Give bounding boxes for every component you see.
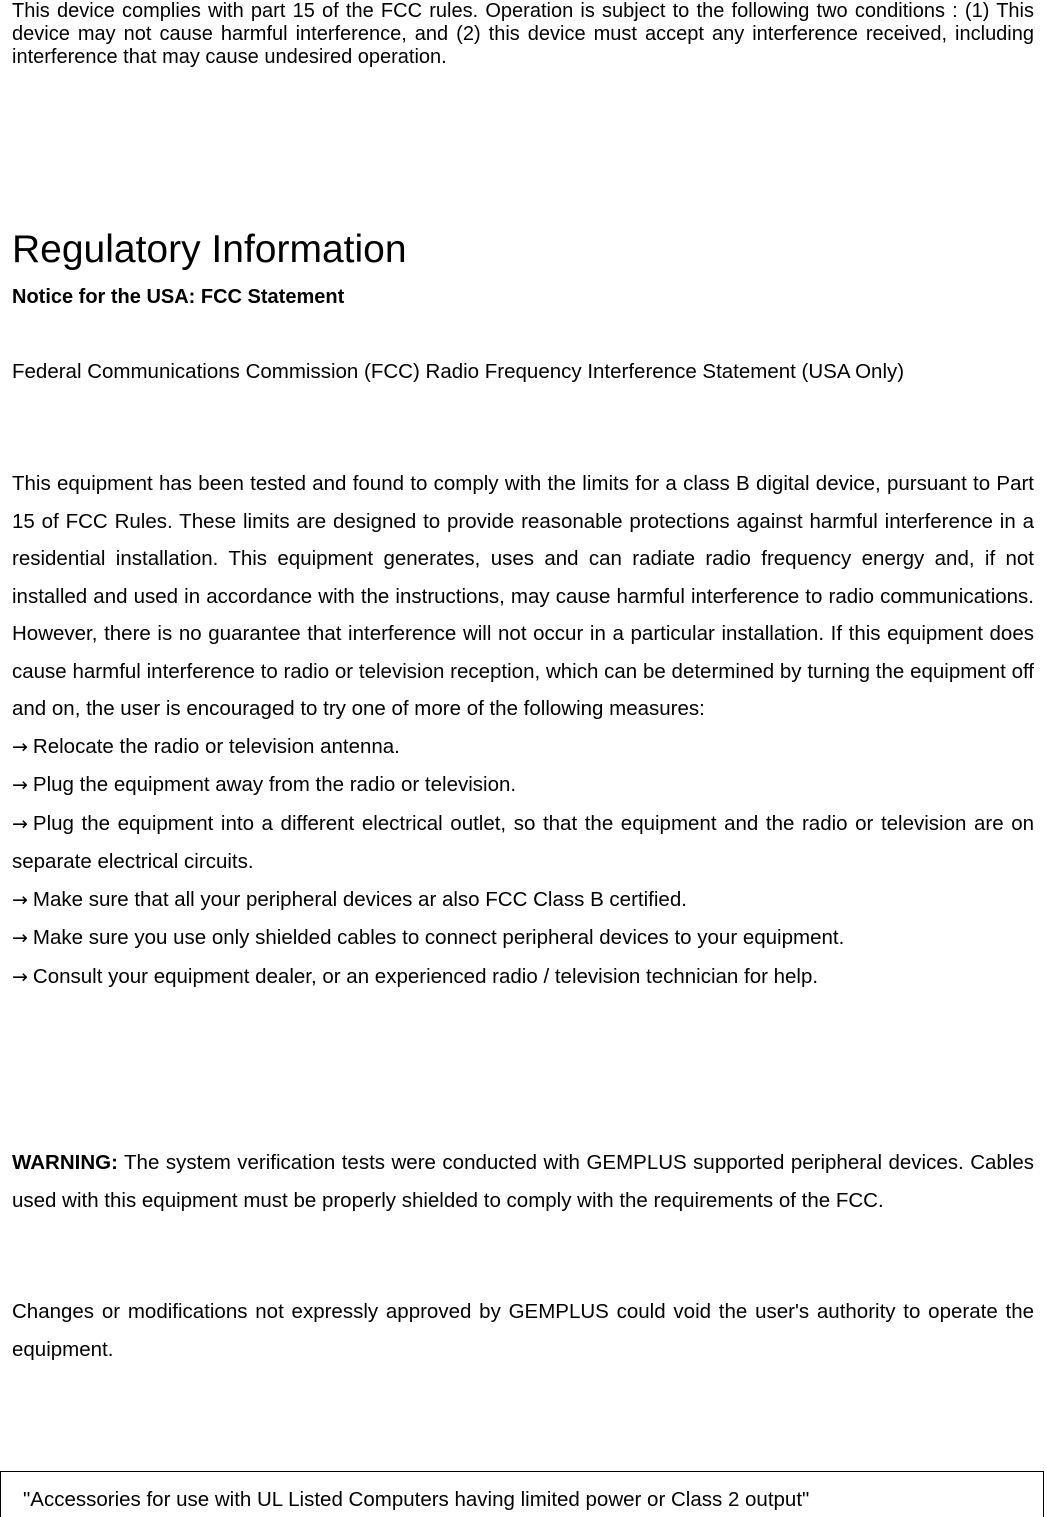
measure-text: Make sure that all your peripheral devices ar also FCC Class B certified. <box>32 887 687 911</box>
warning-text: The system verification tests were conducted with GEMPLUS supported peripheral devices. Cables used with this equipment must be properly shielded to comply with the requirements of the FCC. <box>12 1151 1035 1212</box>
warning-paragraph <box>12 1144 1034 1219</box>
measure-item <box>12 958 1034 997</box>
arrow-icon: → <box>12 888 28 911</box>
measure-item <box>12 805 1034 881</box>
arrow-icon: → <box>12 927 28 949</box>
measures-list <box>12 728 1034 997</box>
warning-label: WARNING: <box>12 1151 118 1174</box>
arrow-icon: → <box>12 774 28 796</box>
accessories-note-box <box>0 1471 1044 1517</box>
measure-text: Plug the equipment into a different electrical outlet, so that the equipment and the radio or television are on separate electrical circuits. <box>12 811 1034 873</box>
measure-item <box>12 766 1034 805</box>
section-subheading: Notice for the USA: FCC Statement <box>12 286 345 308</box>
arrow-icon: → <box>12 965 28 988</box>
measure-item <box>12 919 1034 958</box>
measure-text: Relocate the radio or television antenna. <box>32 734 400 758</box>
measure-item <box>12 728 1034 767</box>
fcc-statement-title: Federal Communications Commission (FCC) Radio Frequency Interference Statement (USA Only) <box>12 360 905 383</box>
measure-item <box>12 881 1034 920</box>
limits-section <box>12 465 1034 996</box>
changes-paragraph: Changes or modifications not expressly approved by GEMPLUS could void the user's authority to operate the equipment. <box>12 1300 1034 1361</box>
arrow-icon: → <box>12 812 28 835</box>
accessories-note: "Accessories for use with UL Listed Computers having limited power or Class 2 output" <box>23 1488 810 1511</box>
measure-text: Plug the equipment away from the radio or television. <box>32 773 517 796</box>
page-title: Regulatory Information <box>12 228 407 271</box>
compliance-intro: This device complies with part 15 of the FCC rules. Operation is subject to the following two conditions : (1) This device may not cause harmful interference, and (2) this device must accept any interference received, including interference that may cause undesired operation. <box>12 0 1034 68</box>
measure-text: Make sure you use only shielded cables to connect peripheral devices to your equipment. <box>32 926 845 949</box>
arrow-icon: → <box>12 735 28 758</box>
limits-paragraph: This equipment has been tested and found to comply with the limits for a class B digital device, pursuant to Part 15 of FCC Rules. These limits are designed to provide reasonable protections against harmful interference in a residential installation. This equipment generates, uses and can radiate radio frequency energy and, if not installed and used in accordance with the instructions, may cause harmful interference to radio communications. However, there is no guarantee that interference will not occur in a particular installation. If this equipment does cause harmful interference to radio or television reception, which can be determined by turning the equipment off and on, the user is encouraged to try one of more of the following measures: <box>12 472 1034 720</box>
measure-text: Consult your equipment dealer, or an experienced radio / television technician for help. <box>32 964 819 988</box>
